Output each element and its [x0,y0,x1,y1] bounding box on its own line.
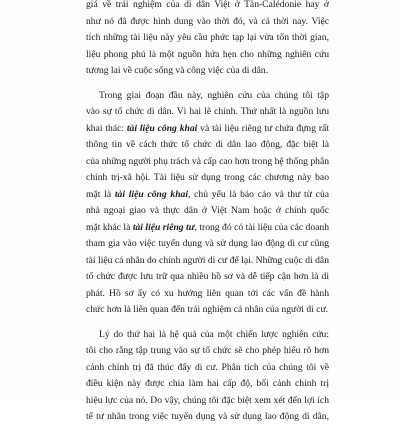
paragraph [86,0,329,80]
text-line: giá về trải nghiệm của di dân Việt ở Tàn-Calédonie hay ở [86,0,329,10]
paragraph [86,88,329,319]
emphasized-term: tài liệu công khai [126,122,198,134]
text-line: điều kiện này được chia làm hai cấp độ, bối cảnh chính trị [86,378,329,389]
text-line: tích những tài liệu này yêu cầu phức tạp lại vừa tốn thời gian, [86,32,329,43]
text-line: tham gia vào việc tuyển dụng và sử dụng lao động di cư cũng [86,238,329,249]
text-line: tôi cho rằng tập trung vào sự tổ chức sẽ cho phép hiểu rõ hơn [86,345,329,356]
text-line: mặt là tài liệu công khai, chủ yếu là báo cáo và thư từ của [86,188,329,200]
text-line: tài liệu cá nhân do chính người di cư để lại. Những cuộc di dân [86,254,329,266]
text-line: của những người phụ trách và cấp cao hơn trong hệ thống phân [86,155,329,167]
emphasized-term: tài liệu công khai [114,188,188,200]
text-line: liệu phong phú là một nguồn hứa hẹn cho những nghiên cứu [86,48,329,60]
body-text [86,0,329,426]
text-line: hiệu lực của nó. Do vậy, chúng tôi đặc biệt xem xét đến lợi ích [86,394,329,406]
text-line: tương lai về cuộc sống và công việc của di dân. [86,65,269,76]
text-line: phát. Hồ sơ ấy có xu hướng liên quan tới các vấn đề hành [86,287,329,299]
emphasized-term: tài liệu riêng tư [132,221,195,233]
text-line: Trong giai đoạn đầu này, nghiên cứu của chúng tôi tập [99,89,329,101]
text-line: nhà ngoại giao và thực dân ở Việt Nam hoặc ở chính quốc [86,205,329,216]
text-line: chính trị-xã hội. Tài liệu sử dụng trong các chương này bao [86,172,329,183]
text-line: như nó đã được hình dung vào thời đó, và cả thời nay. Việc [86,15,329,27]
text-line: thông tin về cách thức tổ chức di dân lao động, đặc biệt là [86,139,329,150]
text-line: chức hơn là liên quan đến trải nghiệm cá nhân của người di cư. [86,304,329,315]
text-line: khai thác: tài liệu công khai và tài liệu riêng tư chứa đựng rất [86,122,329,134]
text-line: cảnh chính trị đã thúc đẩy di cư. Phân tích của chúng tôi về [86,361,329,373]
text-line: Lý do thứ hai là hệ quả của một chiến lược nghiên cứu: [99,328,329,340]
text-line: tổ chức được lưu trữ qua nhiều hồ sơ và dễ tiếp cận hơn là di [86,271,329,282]
paragraph [86,327,329,426]
text-line: vào sự tổ chức di dân. Vì hai lẽ chính. Thứ nhất là nguồn lưu [86,106,329,117]
text-line: tế tư nhân trong việc tuyển dụng và sử dụng lao động di dân, [86,411,329,422]
text-line: mặt khác là tài liệu riêng tư, trong đó có tài liệu của các doanh [86,221,329,233]
